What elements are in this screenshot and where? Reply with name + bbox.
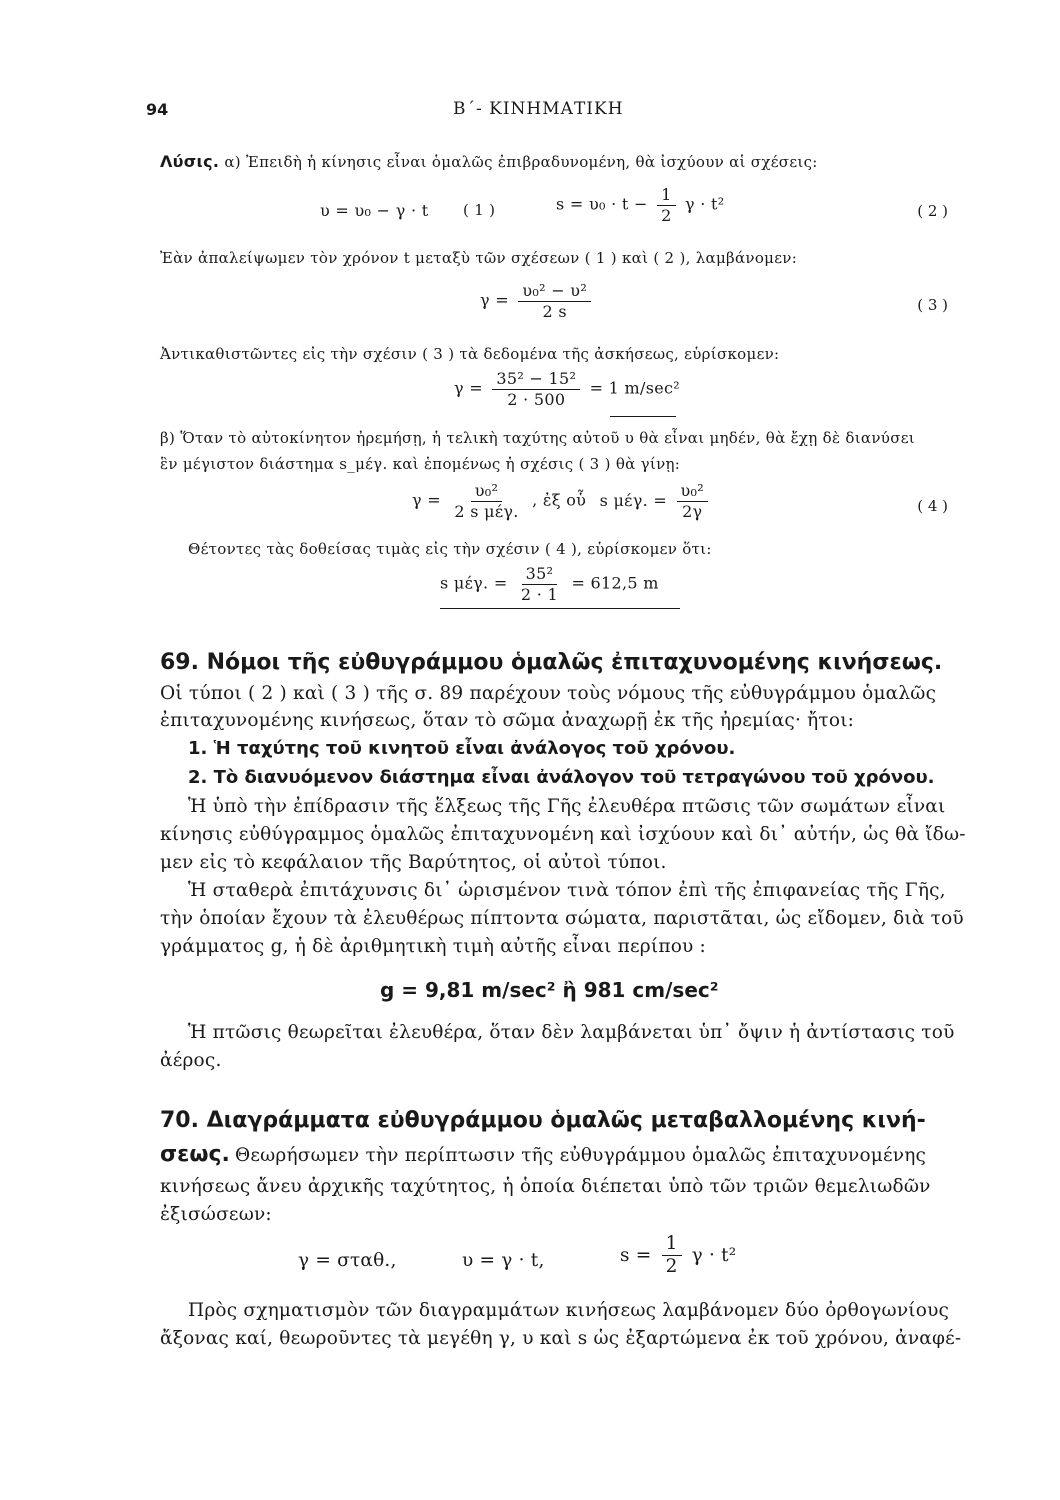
fraction-denominator: 2γ bbox=[682, 501, 703, 521]
section-69-p4-line-2: ἀέρος. bbox=[160, 1050, 222, 1071]
fraction-denominator: 2 bbox=[665, 1256, 678, 1278]
section-70-p1-line-3: ἐξισώσεων: bbox=[160, 1204, 272, 1225]
final-calculation-lhs: s μέγ. = bbox=[440, 573, 508, 593]
section-70-heading-line-2: σεως. bbox=[160, 1142, 230, 1167]
fraction-denominator: 2 s μέγ. bbox=[454, 501, 519, 521]
final-substitution-text: Θέτοντες τὰς δοθείσας τιμὰς εἰς τὴν σχέσιν ( 4 ), εὑρίσκομεν ὅτι: bbox=[188, 540, 712, 558]
final-calculation bbox=[440, 565, 659, 603]
fraction-denominator: 2 bbox=[661, 205, 672, 225]
solution-intro-line bbox=[160, 152, 818, 171]
part-b-line-2: ἓν μέγιστον διάστημα s_μέγ. καὶ ἑπομένως ἡ σχέσις ( 3 ) θὰ γίνῃ: bbox=[160, 455, 681, 473]
section-69-p2-line-3: μεν εἰς τὸ κεφάλαιον τῆς Βαρύτητος, οἱ αὐτοὶ τύποι. bbox=[160, 852, 667, 873]
section-69-p1-line-1: Οἱ τύποι ( 2 ) καὶ ( 3 ) τῆς σ. 89 παρέχουν τοὺς νόμους τῆς εὐθυγράμμου ὁμαλῶς bbox=[160, 683, 937, 704]
section-70-heading-line-1: 70. Διαγράμματα εὐθυγράμμου ὁμαλῶς μεταβαλλομένης κινή- bbox=[160, 1108, 926, 1133]
law-1: 1. Ἡ ταχύτης τοῦ κινητοῦ εἶναι ἀνάλογος τοῦ χρόνου. bbox=[188, 738, 736, 759]
section-70-p2-line-1: Πρὸς σχηματισμὸν τῶν διαγραμμάτων κινήσεως λαμβάνομεν δύο ὀρθογωνίους bbox=[188, 1300, 950, 1321]
equation-distance-lhs: s = bbox=[620, 1244, 652, 1266]
section-69-p3-line-3: γράμματος g, ἡ δὲ ἀριθμητικὴ τιμὴ αὐτῆς εἶναι περίπου : bbox=[160, 936, 706, 957]
section-69-p4-line-1: Ἡ πτῶσις θεωρεῖται ἐλευθέρα, ὅταν δὲν λαμβάνεται ὑπ᾽ ὄψιν ἡ ἀντίστασις τοῦ bbox=[188, 1022, 955, 1043]
gravity-equation: g = 9,81 m/sec² ἢ 981 cm/sec² bbox=[380, 978, 719, 1002]
section-69-p2-line-2: κίνησις εὐθύγραμμος ὁμαλῶς ἐπιταχυνομένη καὶ ἰσχύουν καὶ δι᾽ αὐτήν, ὡς θὰ ἴδω- bbox=[160, 824, 966, 845]
equation-2-lhs: s = υ₀ · t − bbox=[556, 194, 648, 214]
section-70-p2-line-2: ἄξονας καί, θεωροῦντες τὰ μεγέθη γ, υ καὶ s ὡς ἐξαρτώμενα ἐκ τοῦ χρόνου, ἀναφέ- bbox=[160, 1328, 962, 1349]
equation-4-tag: ( 4 ) bbox=[917, 497, 948, 515]
equation-2-rhs: γ · t² bbox=[684, 194, 725, 214]
substitution-text: Ἀντικαθιστῶντες εἰς τὴν σχέσιν ( 3 ) τὰ δεδομένα τῆς ἀσκήσεως, εὑρίσκομεν: bbox=[160, 345, 780, 363]
fraction-numerator: υ₀² bbox=[471, 482, 502, 502]
equation-4-lhs: γ = bbox=[412, 490, 441, 510]
equation-4-fraction-2 bbox=[677, 482, 708, 520]
solution-intro: α) Ἐπειδὴ ἡ κίνησις εἶναι ὁμαλῶς ἐπιβραδυνομένη, θὰ ἰσχύουν αἱ σχέσεις: bbox=[224, 153, 818, 171]
section-69-p1-line-2: ἐπιταχυνομένης κινήσεως, ὅταν τὸ σῶμα ἀναχωρῇ ἐκ τῆς ἠρεμίας· ἤτοι: bbox=[160, 710, 855, 731]
equation-distance bbox=[620, 1234, 736, 1278]
equation-4-fraction-1 bbox=[450, 482, 522, 520]
section-70-p1-line-1: Θεωρήσωμεν τὴν περίπτωσιν τῆς εὐθυγράμμου ὁμαλῶς ἐπιταχυνομένης bbox=[235, 1145, 927, 1166]
section-69-p3-line-1: Ἡ σταθερὰ ἐπιτάχυνσις δι᾽ ὡρισμένον τινὰ τόπον ἐπὶ τῆς ἐπιφανείας τῆς Γῆς, bbox=[188, 880, 946, 901]
part-b-line-1: β) Ὅταν τὸ αὐτοκίνητον ἠρεμήσῃ, ἡ τελικὴ ταχύτης αὐτοῦ υ θὰ εἶναι μηδέν, θὰ ἔχῃ δὲ διανύσει bbox=[160, 429, 915, 447]
fraction-numerator: υ₀² − υ² bbox=[518, 282, 591, 302]
final-underline bbox=[440, 608, 680, 609]
equation-3-fraction bbox=[518, 282, 591, 320]
equation-2 bbox=[556, 186, 724, 224]
equation-3-lhs: γ = bbox=[480, 290, 509, 310]
elimination-text: Ἐὰν ἀπαλείψωμεν τὸν χρόνον t μεταξὺ τῶν σχέσεων ( 1 ) καὶ ( 2 ), λαμβάνομεν: bbox=[160, 249, 798, 267]
running-title: Β΄- ΚΙΝΗΜΑΤΙΚΗ bbox=[453, 99, 624, 119]
final-calculation-fraction bbox=[517, 565, 562, 603]
calculation-1-fraction bbox=[492, 370, 580, 408]
fraction-numerator: 1 bbox=[657, 186, 675, 206]
page-number: 94 bbox=[146, 100, 169, 119]
fraction-denominator: 2 · 500 bbox=[507, 389, 566, 409]
equation-1: υ = υ₀ − γ · t bbox=[320, 201, 429, 220]
section-69-p2-line-1: Ἡ ὑπὸ τὴν ἐπίδρασιν τῆς ἕλξεως τῆς Γῆς ἐλευθέρα πτῶσις τῶν σωμάτων εἶναι bbox=[188, 796, 946, 817]
equation-3-tag: ( 3 ) bbox=[917, 296, 948, 314]
equation-distance-fraction bbox=[662, 1234, 682, 1278]
law-2: 2. Τὸ διανυόμενον διάστημα εἶναι ἀνάλογον τοῦ τετραγώνου τοῦ χρόνου. bbox=[188, 767, 935, 788]
equation-4-lhs-2: s μέγ. = bbox=[599, 490, 668, 510]
fraction-denominator: 2 s bbox=[542, 301, 567, 321]
calculation-1-rhs: = 1 m/sec² bbox=[589, 378, 680, 398]
fraction-numerator: 35² bbox=[522, 565, 558, 585]
fraction-numerator: 35² − 15² bbox=[492, 370, 580, 390]
calculation-1 bbox=[454, 370, 680, 408]
equation-4-connector: , ἐξ οὗ bbox=[532, 490, 587, 510]
section-69-p3-line-2: τὴν ὁποίαν ἔχουν τὰ ἐλευθέρως πίπτοντα σώματα, παριστᾶται, ὡς εἴδομεν, διὰ τοῦ bbox=[160, 908, 964, 929]
section-70-line-2 bbox=[160, 1142, 926, 1167]
section-69-heading: 69. Νόμοι τῆς εὐθυγράμμου ὁμαλῶς ἐπιταχυνομένης κινήσεως. bbox=[160, 650, 943, 675]
final-calculation-rhs: = 612,5 m bbox=[571, 573, 659, 593]
equation-2-fraction bbox=[657, 186, 675, 224]
equation-velocity: υ = γ · t, bbox=[462, 1250, 545, 1271]
equation-3 bbox=[480, 282, 595, 320]
equation-constant-acceleration: γ = σταθ., bbox=[298, 1250, 397, 1271]
equation-4 bbox=[412, 482, 712, 520]
equation-1-tag: ( 1 ) bbox=[463, 201, 496, 219]
fraction-numerator: 1 bbox=[662, 1234, 682, 1256]
fraction-denominator: 2 · 1 bbox=[520, 584, 559, 604]
equation-2-tag: ( 2 ) bbox=[917, 202, 948, 220]
fraction-numerator: υ₀² bbox=[677, 482, 708, 502]
equation-distance-rhs: γ · t² bbox=[691, 1244, 737, 1266]
result-underline bbox=[610, 416, 676, 417]
section-70-p1-line-2: κινήσεως ἄνευ ἀρχικῆς ταχύτητος, ἡ ὁποία διέπεται ὑπὸ τῶν τριῶν θεμελιωδῶν bbox=[160, 1176, 931, 1197]
calculation-1-lhs: γ = bbox=[454, 378, 483, 398]
solution-label: Λύσις. bbox=[160, 152, 220, 171]
